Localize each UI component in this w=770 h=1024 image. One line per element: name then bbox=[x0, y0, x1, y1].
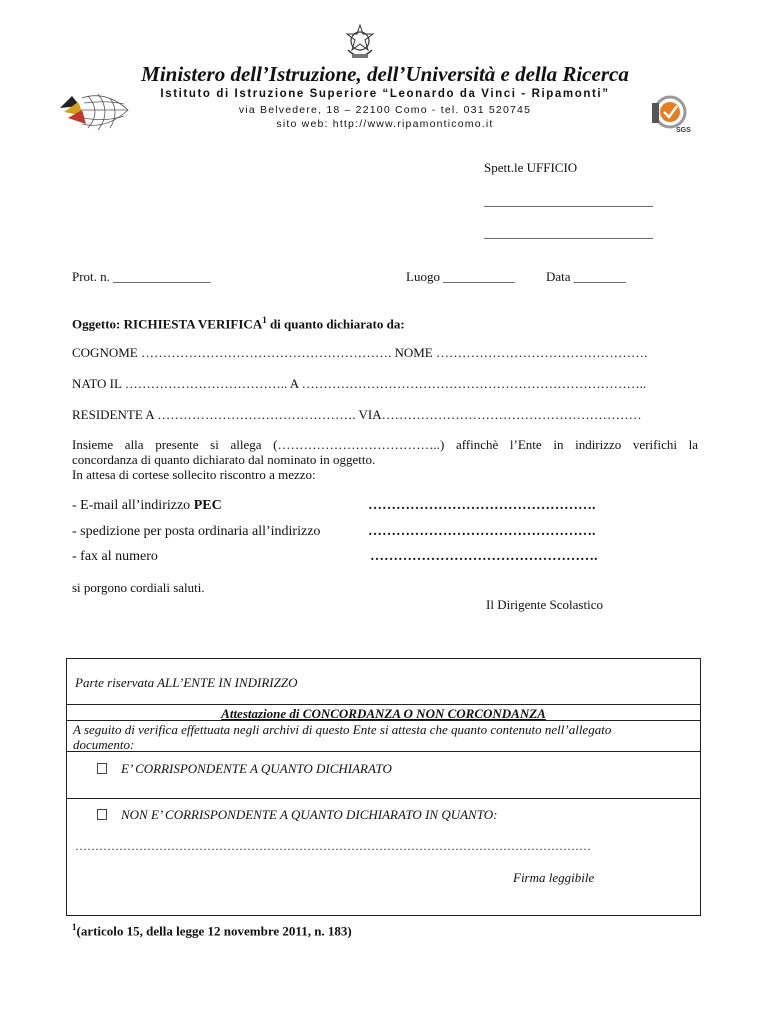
body-line-1: Insieme alla presente si allega (………………………………..) affinchè l’Ente in indirizzo verifichi la bbox=[72, 437, 698, 452]
attestation-title: Attestazione di CONCORDANZA O NON CORCONDANZA bbox=[221, 706, 546, 721]
attestation-description-1: A seguito di verifica effettuata negli archivi di questo Ente si attesta che quanto contenuto nell’allegato bbox=[73, 722, 612, 737]
place-field: Luogo ___________ bbox=[406, 269, 515, 284]
certification-logo bbox=[650, 94, 692, 138]
contact-option-email bbox=[72, 498, 222, 514]
reason-dotted-line: ………………………………………………………………………………………………………………… bbox=[75, 839, 591, 853]
option-not-corresponding-label: NON E’ CORRISPONDENTE A QUANTO DICHIARATO IN QUANTO: bbox=[121, 807, 498, 822]
greetings: si porgono cordiali saluti. bbox=[72, 580, 205, 595]
institute-name: Istituto di Istruzione Superiore “Leonardo da Vinci - Ripamonti” bbox=[160, 88, 610, 100]
birth-field: NATO IL ……………………………….. A …………………………………………………………………….. bbox=[72, 376, 647, 391]
contact-option-email-pec: PEC bbox=[193, 498, 222, 513]
reserved-section bbox=[66, 658, 701, 916]
divider bbox=[67, 720, 700, 721]
subject-prefix: Oggetto: RICHIESTA VERIFICA bbox=[72, 316, 263, 332]
subject-line bbox=[72, 315, 405, 332]
checkbox-corresponding[interactable] bbox=[97, 763, 107, 774]
footnote-text: (articolo 15, della legge 12 novembre 2011, n. 183) bbox=[76, 923, 352, 939]
body-line-2: concordanza di quanto dichiarato dal nominato in oggetto. bbox=[72, 452, 376, 467]
checkbox-not-corresponding[interactable] bbox=[97, 809, 107, 820]
divider bbox=[67, 704, 700, 705]
date-field: Data ________ bbox=[546, 269, 626, 284]
contact-option-email-label: - E-mail all’indirizzo bbox=[72, 498, 194, 513]
certification-logo-text: SGS bbox=[676, 127, 691, 134]
signature-label: Firma leggibile bbox=[513, 870, 595, 885]
divider bbox=[67, 751, 700, 752]
recipient-line-1: __________________________ bbox=[484, 193, 653, 208]
subject-footnote-mark: 1 bbox=[262, 315, 267, 325]
protocol-number: Prot. n. _______________ bbox=[72, 269, 211, 284]
body-line-3: In attesa di cortese sollecito riscontro a mezzo: bbox=[72, 467, 316, 482]
reserved-header: Parte riservata ALL’ENTE IN INDIRIZZO bbox=[75, 675, 298, 690]
contact-option-post-dots: …………………………………………. bbox=[368, 524, 596, 539]
option-not-corresponding[interactable] bbox=[97, 807, 497, 823]
recipient-line-2: __________________________ bbox=[484, 225, 653, 240]
divider bbox=[67, 798, 700, 799]
ministry-title: Ministero dell’Istruzione, dell’Università e della Ricerca bbox=[141, 62, 629, 86]
contact-option-fax-dots: …………………………………………. bbox=[370, 549, 598, 564]
subject-suffix: di quanto dichiarato da: bbox=[266, 316, 405, 332]
footnote bbox=[72, 922, 352, 939]
surname-name-field: COGNOME …………………………………………………. NOME …………………………………………. bbox=[72, 345, 648, 360]
institute-address: via Belvedere, 18 – 22100 Como - tel. 031 520745 bbox=[238, 104, 532, 116]
option-corresponding-label: E’ CORRISPONDENTE A QUANTO DICHIARATO bbox=[121, 761, 392, 776]
footnote-mark: 1 bbox=[72, 922, 77, 932]
residence-field: RESIDENTE A ………………………………………. VIA…………………………………………………… bbox=[72, 407, 642, 422]
option-corresponding[interactable] bbox=[97, 761, 392, 777]
contact-option-fax-label: - fax al numero bbox=[72, 549, 158, 564]
attestation-description-2: documento: bbox=[73, 737, 135, 752]
republic-emblem bbox=[343, 24, 377, 62]
institute-website: sito web: http://www.ripamonticomo.it bbox=[276, 118, 494, 130]
signatory: Il Dirigente Scolastico bbox=[486, 597, 603, 612]
contact-option-post-label: - spedizione per posta ordinaria all’indirizzo bbox=[72, 524, 321, 539]
recipient-label: Spett.le UFFICIO bbox=[484, 160, 578, 175]
school-logo bbox=[58, 88, 132, 134]
contact-option-email-dots: …………………………………………. bbox=[368, 498, 596, 513]
